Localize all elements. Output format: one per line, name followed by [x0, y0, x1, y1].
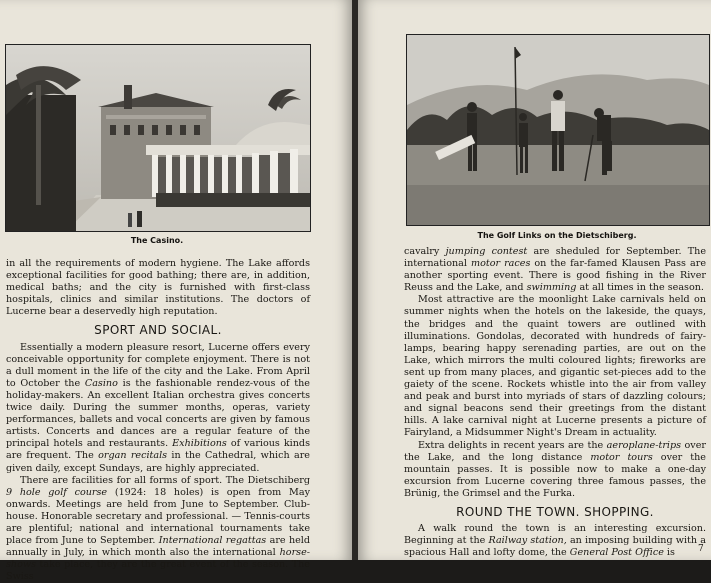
casino-caption: The Casino. — [130, 236, 184, 245]
page-number: 7 — [698, 544, 704, 554]
paragraph-continuation: cavalry jumping contest are sheduled for September. The international motor races on the far-famed Klausen Pass are another sporting event. There is good fishing in the River Reuss and the Lake, and swimming at all times in the season. — [404, 246, 707, 294]
left-body-text — [6, 258, 310, 583]
right-page — [358, 0, 711, 560]
golf-image — [407, 35, 709, 225]
right-body-text — [404, 246, 706, 559]
paragraph-sport-facilities: There are facilities for all forms of sport. The Dietschiberg 9 hole golf course (1924: 18 holes) is open from May onwards. Meetings are held from June to September. Club-house. Honorable secretary and professional. — Tennis-courts are plentiful; national and international tournaments take place from June to September. International regattas are held annually in July, in which month also the international horse-shows take place, they are the great event of the season. The Swiss — [6, 474, 311, 583]
golf-links-photo — [406, 34, 710, 226]
casino-image — [6, 45, 310, 231]
paragraph-pleasure-resort: Essentially a modern pleasure resort, Lucerne offers every conceivable opportunity for complete enjoyment. There is not a dull moment in the life of the city and the Lake. From April to October the Casino is the fashionable rendez-vous of the holiday-makers. An excellent Italian orchestra gives concerts twice daily. During the summer months, operas, variety performances, ballets and vocal concerts are given by famous artists. Concerts and dances are a regular feature of the principal hotels and restaurants. Exhibitions of various kinds are frequent. The organ recitals in the Cathedral, which are given daily, except Sundays, are highly appreciated. — [6, 341, 310, 474]
paragraph-extra-delights: Extra delights in recent years are the aeroplane-trips over the Lake, and the long distance motor tours over the mountain passes. It is possible now to make a one-day excursion from Lucerne covering three famous passes, the Brünig, the Grimsel and the Furka. — [404, 439, 706, 499]
intro-paragraph: in all the requirements of modern hygiene. The Lake affords exceptional facilities for good bathing; there are, in addition, medical baths; and the city is furnished with first-class hospitals, clinics and similar institutions. The doctors of Lucerne bear a deservedly high reputation. — [6, 258, 310, 318]
paragraph-lake-carnivals: Most attractive are the moonlight Lake carnivals held on summer nights when the hotels on the lakeside, the quays, the bridges and the quaint towers are outlined with illuminations. Gondolas, decorated with hundreds of fairy-lamps, bearing happy serenading parties, are out on the Lake, which mirrors the multi coloured lights; fireworks are sent up from many places, and gigantic set-pieces add to the gaiety of the scene. Rockets whistle into the air from valley and peak and burst into myriads of stars of dazzling colours; and signal beacons send their greetings from the distant hills. A lake carnival night at Lucerne presents a picture of Fairyland, a Midsummer Night's Dream in actuality. — [404, 294, 706, 439]
left-page — [0, 0, 352, 583]
paragraph-walk-round-town: A walk round the town is an interesting excursion. Beginning at the Railway station, an imposing building with a spacious Hall and lofty dome, the General Post Office is — [404, 523, 706, 559]
casino-photo — [5, 44, 311, 232]
section-heading-round-town: ROUND THE TOWN. SHOPPING. — [456, 504, 654, 519]
golf-caption: The Golf Links on the Dietschiberg. — [477, 231, 637, 240]
section-heading-sport: SPORT AND SOCIAL. — [94, 323, 222, 338]
